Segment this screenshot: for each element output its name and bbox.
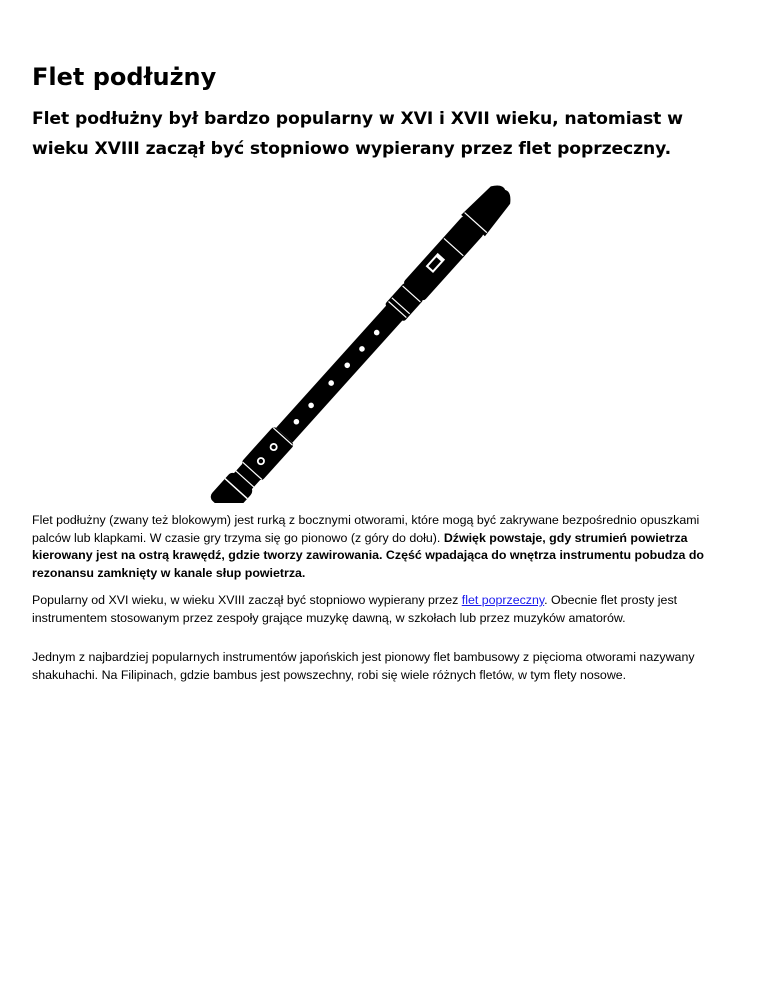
- paragraph-description: [32, 512, 738, 582]
- document-page: [32, 62, 738, 684]
- recorder-figure: [32, 173, 738, 503]
- recorder-flute-icon: [32, 173, 738, 503]
- paragraph-description-normal: Flet podłużny (zwany też blokowym) jest rurką z bocznymi otworami, które mogą być zakrywane bezpośrednio opuszkami palców lub klapkami. W czasie gry trzyma się go pionowo (z góry do dołu).: [32, 513, 700, 545]
- paragraph-history: [32, 592, 738, 627]
- paragraph-history-after: . Obecnie flet prosty jest instrumentem stosowanym przez zespoły grające muzykę dawną, w szkołach lub przez muzyków amatorów.: [32, 593, 678, 625]
- paragraph-description-bold: Dźwięk powstaje, gdy strumień powietrza kierowany jest na ostrą krawędź, gdzie tworzy zawirowania. Część wpadająca do wnętrza instrumentu pobudza do rezonansu zamknięty w kanale słup powietrza.: [32, 530, 705, 580]
- flet-poprzeczny-link[interactable]: flet poprzeczny: [461, 593, 545, 607]
- page-subtitle: Flet podłużny był bardzo popularny w XVI i XVII wieku, natomiast w wieku XVIII zaczął być stopniowo wypierany przez flet poprzeczny.: [32, 109, 683, 159]
- paragraph-history-before: Popularny od XVI wieku, w wieku XVIII zaczął być stopniowo wypierany przez: [32, 593, 462, 607]
- page-title: Flet podłużny: [32, 63, 217, 91]
- paragraph-japan: Jednym z najbardziej popularnych instrumentów japońskich jest pionowy flet bambusowy z pięcioma otworami nazywany shakuhachi. Na Filipinach, gdzie bambus jest powszechny, robi się wiele różnych fletów, w tym flety nosowe.: [32, 650, 695, 682]
